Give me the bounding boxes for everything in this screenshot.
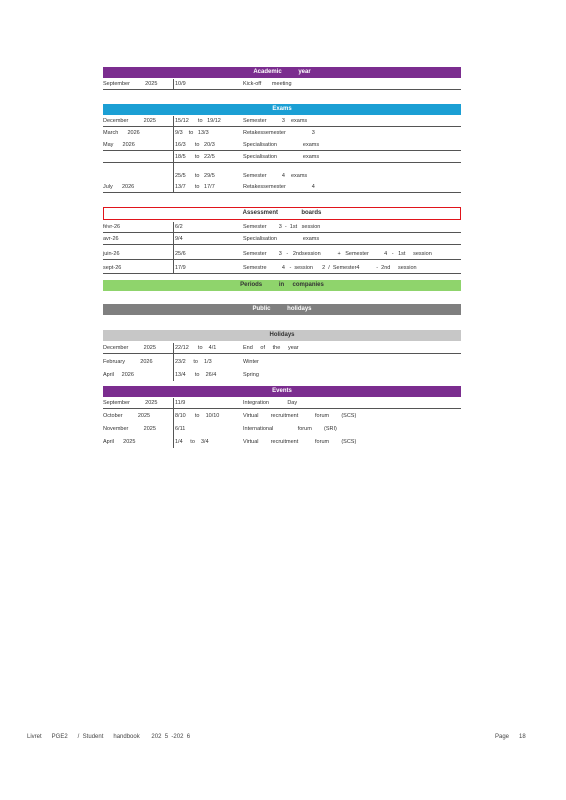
academic-year-header: Academic year <box>103 67 461 78</box>
dates-cell: 9/4 <box>175 236 183 242</box>
table-row <box>103 398 461 409</box>
event-cell: Virtual recruitment forum (SCS) <box>243 413 357 419</box>
table-row <box>103 152 461 163</box>
dates-cell: 13/7 to 17/7 <box>175 184 215 190</box>
table-row <box>103 411 461 421</box>
event-cell: Winter <box>243 359 259 365</box>
period-cell: April 2026 <box>103 372 134 378</box>
event-cell: Semester 3 - 2ndsession + Semester 4 - 1st session <box>243 251 432 257</box>
period-cell: October 2025 <box>103 413 151 419</box>
event-cell: Specialisation exams <box>243 236 320 242</box>
period-cell: May 2026 <box>103 142 135 148</box>
event-cell: Virtual recruitment forum (SCS) <box>243 439 357 445</box>
dates-cell: 23/2 to 1/3 <box>175 359 212 365</box>
table-row <box>103 437 461 447</box>
event-cell: End of the year <box>243 345 299 351</box>
period-cell: juin-26 <box>103 251 120 257</box>
event-cell: Retakessemester 4 <box>243 184 315 190</box>
period-cell: sept-26 <box>103 265 122 271</box>
dates-cell: 8/10 to 10/10 <box>175 413 220 419</box>
dates-cell: 9/3 to 13/3 <box>175 130 209 136</box>
dates-cell: 13/4 to 26/4 <box>175 372 217 378</box>
period-cell <box>103 171 173 181</box>
table-row <box>103 116 461 127</box>
period-cell: April 2025 <box>103 439 136 445</box>
column-divider <box>173 116 174 193</box>
table-row <box>103 79 461 90</box>
dates-cell: 1/4 to 3/4 <box>175 439 209 445</box>
assessment-boards-header: Assessment boards <box>103 207 461 220</box>
table-row <box>103 182 461 193</box>
column-divider <box>173 343 174 381</box>
event-cell: Kick-off meeting <box>243 81 292 87</box>
column-divider <box>173 398 174 448</box>
period-cell: févr-26 <box>103 224 121 230</box>
period-cell: December 2025 <box>103 345 156 351</box>
public-holidays-header: Public holidays <box>103 304 461 315</box>
event-cell: Semester 3 - 1st session <box>243 224 321 230</box>
event-cell: Spring <box>243 372 259 378</box>
dates-cell: 15/12 to 19/12 <box>175 118 221 124</box>
page-number: Page 18 <box>495 734 526 740</box>
dates-cell: 11/9 <box>175 400 186 406</box>
event-cell: Retakessemester 3 <box>243 130 315 136</box>
dates-cell: 17/9 <box>175 265 186 271</box>
period-cell: avr-26 <box>103 236 119 242</box>
period-cell: November 2025 <box>103 426 156 432</box>
event-cell: International forum (SRI) <box>243 426 337 432</box>
period-cell: March 2026 <box>103 130 140 136</box>
table-row <box>103 424 461 434</box>
table-row <box>103 263 461 274</box>
period-cell: September 2025 <box>103 400 158 406</box>
dates-cell: 6/11 <box>175 426 186 432</box>
column-divider <box>173 222 174 274</box>
dates-cell: 25/6 <box>175 251 186 257</box>
table-row <box>103 370 461 380</box>
dates-cell: 25/5 to 29/5 <box>175 173 215 179</box>
periods-in-companies-header: Periods in companies <box>103 280 461 291</box>
table-row <box>103 234 461 245</box>
dates-cell: 22/12 to 4/1 <box>175 345 217 351</box>
holidays-header: Holidays <box>103 330 461 341</box>
table-row <box>103 357 461 367</box>
table-row <box>103 140 461 151</box>
table-row <box>103 343 461 354</box>
dates-cell: 18/5 to 22/5 <box>175 154 215 160</box>
period-cell: February 2026 <box>103 359 153 365</box>
dates-cell: 10/9 <box>175 81 186 87</box>
dates-cell: 16/3 to 20/3 <box>175 142 215 148</box>
footer-left: Livret PGE2 / Student handbook 202 5 -202 6 <box>27 734 191 740</box>
column-divider <box>173 79 174 90</box>
period-cell: December 2025 <box>103 118 156 124</box>
period-cell: July 2026 <box>103 184 135 190</box>
table-row <box>103 171 461 181</box>
table-row <box>103 249 461 260</box>
exams-header: Exams <box>103 104 461 115</box>
event-cell: Semestre 4 - session 2 / Semester4 - 2nd session <box>243 265 417 271</box>
events-header: Events <box>103 386 461 397</box>
event-cell: Specialisation exams <box>243 142 320 148</box>
dates-cell: 6/2 <box>175 224 183 230</box>
table-row <box>103 128 461 138</box>
table-row <box>103 222 461 233</box>
event-cell: Specialisation exams <box>243 154 320 160</box>
event-cell: Integration Day <box>243 400 298 406</box>
event-cell: Semester 3 exams <box>243 118 308 124</box>
period-cell: September 2025 <box>103 81 158 87</box>
period-cell <box>103 152 173 162</box>
event-cell: Semester 4 exams <box>243 173 308 179</box>
